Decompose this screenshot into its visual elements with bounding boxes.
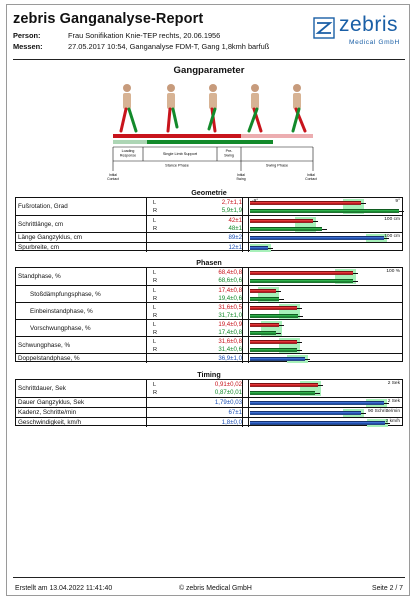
- parameter-table: [15, 267, 403, 362]
- parameter-label: Schrittdauer, Sek: [18, 384, 66, 392]
- parameter-value: 17,4±0,8: [218, 329, 242, 336]
- gait-cycle-figure: [105, 83, 319, 183]
- value-bar: [250, 279, 353, 283]
- table-row: [16, 407, 402, 417]
- right-swing-bar: [113, 140, 147, 144]
- parameter-label: Dauer Gangzyklus, Sek: [18, 399, 85, 406]
- error-bar: [353, 273, 358, 274]
- error-bar: [297, 308, 302, 309]
- parameter-value: 68,6±0,6: [218, 277, 242, 284]
- person-value: Frau Sonifikation Knie-TEP rechts, 20.06.1956: [68, 31, 221, 40]
- parameter-label: Stoßdämpfungsphase, %: [30, 290, 101, 298]
- side-label: R: [153, 295, 158, 302]
- error-bar: [322, 229, 327, 230]
- parameter-value: 17,4±0,8: [218, 287, 242, 294]
- table-row: [16, 353, 402, 363]
- table-row: [16, 268, 402, 285]
- right-stance-bar: [147, 140, 273, 144]
- scale-max-label: 2 Sek: [387, 399, 400, 404]
- error-bar: [279, 325, 284, 326]
- single-limb-label: Single Limb Support: [162, 152, 198, 156]
- error-bar: [399, 211, 404, 212]
- loading-label: Loading: [121, 149, 135, 153]
- parameter-value: 1,8±0,0: [221, 419, 242, 426]
- side-label: L: [153, 381, 157, 388]
- value-bar: [250, 297, 279, 301]
- pre-swing-label-2: Swing: [224, 153, 234, 158]
- value-bar: [250, 236, 384, 240]
- value-bar: [250, 411, 361, 415]
- value-bar: [250, 421, 385, 425]
- measured-value: 27.05.2017 10:54, Ganganalyse FDM-T, Gang 1,8kmh barfuß: [68, 42, 270, 51]
- error-bar: [298, 316, 303, 317]
- table-title: Geometrie: [191, 188, 227, 197]
- parameter-table: [15, 197, 403, 251]
- table-row: [16, 319, 402, 336]
- initial-contact-label-2: Contact: [107, 177, 119, 181]
- error-bar: [361, 203, 366, 204]
- scale-min-label: -9°: [252, 199, 259, 204]
- person-line: [13, 31, 220, 40]
- parameter-value: 1,79±0,03: [214, 399, 242, 406]
- report-header: [13, 11, 405, 59]
- scale-max-label: 2 Sek: [387, 381, 400, 386]
- person-label: Person:: [13, 31, 41, 40]
- table-row: [16, 397, 402, 407]
- error-bar: [313, 221, 318, 222]
- parameter-label: Fußrotation, Grad: [18, 202, 68, 210]
- table-row: [16, 198, 402, 215]
- parameter-value: 36,9±1,0: [218, 355, 242, 362]
- parameter-value: 12±1: [228, 244, 242, 251]
- parameter-value: 67±1: [228, 409, 242, 416]
- parameter-label: Schwungphase, %: [18, 341, 71, 349]
- error-bar: [315, 393, 320, 394]
- parameter-label: Doppelstandphase, %: [18, 355, 80, 362]
- error-bar: [297, 350, 302, 351]
- value-bar: [250, 348, 297, 352]
- table-title: Phasen: [196, 258, 222, 267]
- side-label: L: [153, 338, 157, 345]
- table-row: [16, 242, 402, 252]
- table-row: [16, 417, 402, 427]
- initial-contact-end-label-2: Contact: [305, 177, 317, 181]
- scale-max-label: 100 cm: [384, 217, 400, 222]
- table-row: [16, 285, 402, 302]
- value-bar: [250, 340, 297, 344]
- value-bar: [250, 331, 276, 335]
- parameter-value: 42±1: [228, 217, 242, 224]
- parameter-value: 89±2: [228, 234, 242, 241]
- parameter-value: 31,4±0,6: [218, 346, 242, 353]
- value-bar: [250, 227, 322, 231]
- side-label: L: [153, 217, 157, 224]
- error-bar: [276, 291, 281, 292]
- header-divider: [13, 59, 405, 60]
- walking-figures: [121, 84, 305, 131]
- parameter-value: 2,7±1,1: [221, 199, 242, 206]
- parameter-value: 19,4±0,6: [218, 295, 242, 302]
- initial-contact-end-label: Initial: [307, 173, 315, 177]
- side-label: R: [153, 312, 158, 319]
- error-bar: [318, 385, 323, 386]
- table-row: [16, 232, 402, 242]
- table-title: Timing: [197, 370, 221, 379]
- table-row: [16, 215, 402, 232]
- zebris-logo: [313, 13, 405, 51]
- swing-phase-label: Swing Phase: [265, 163, 289, 168]
- report-page: [6, 4, 410, 596]
- error-bar: [297, 342, 302, 343]
- logo-word: zebris: [339, 13, 399, 36]
- value-bar: [250, 323, 279, 327]
- side-label: R: [153, 389, 158, 396]
- parameter-value: 5,9±1,9: [221, 207, 242, 214]
- side-label: L: [153, 321, 157, 328]
- stance-phase-label: Stance Phase: [165, 163, 189, 168]
- side-label: R: [153, 346, 158, 353]
- side-label: L: [153, 287, 157, 294]
- side-label: R: [153, 329, 158, 336]
- parameter-label: Standphase, %: [18, 272, 61, 280]
- value-bar: [250, 401, 384, 405]
- scale-max-label: 100 cm: [384, 234, 400, 239]
- table-row: [16, 302, 402, 319]
- scale-max-label: 9°: [395, 199, 400, 204]
- value-bar: [250, 357, 305, 361]
- side-label: R: [153, 207, 158, 214]
- parameter-value: 31,6±0,8: [218, 338, 242, 345]
- value-bar: [250, 314, 298, 318]
- initial-swing-label-2: Swing: [236, 177, 246, 181]
- table-row: [16, 336, 402, 353]
- logo-subtitle: Medical GmbH: [349, 39, 400, 46]
- measured-label: Messen:: [13, 42, 43, 51]
- value-bar: [250, 391, 315, 395]
- report-title: zebris Ganganalyse-Report: [13, 11, 204, 27]
- parameter-label: Einbeinstandphase, %: [30, 307, 93, 315]
- left-swing-bar: [241, 134, 313, 138]
- side-label: L: [153, 304, 157, 311]
- error-bar: [279, 299, 284, 300]
- parameter-value: 68,4±0,8: [218, 269, 242, 276]
- value-bar: [250, 201, 361, 205]
- loading-label-2: Response: [119, 153, 137, 158]
- value-bar: [250, 219, 313, 223]
- side-label: L: [153, 199, 157, 206]
- initial-contact-label: Initial: [109, 173, 117, 177]
- parameter-value: 48±1: [228, 225, 242, 232]
- parameter-value: 0,91±0,02: [214, 381, 242, 388]
- parameter-label: Länge Gangzyklus, cm: [18, 234, 83, 241]
- parameter-table: [15, 379, 403, 426]
- footer-divider: [13, 577, 405, 578]
- value-bar: [250, 246, 268, 250]
- parameter-value: 31,6±0,5: [218, 304, 242, 311]
- side-label: R: [153, 277, 158, 284]
- error-bar: [353, 281, 358, 282]
- error-bar: [276, 333, 281, 334]
- parameter-label: Kadenz, Schritte/min: [18, 409, 77, 416]
- parameter-label: Geschwindigkeit, km/h: [18, 419, 81, 426]
- value-bar: [250, 306, 297, 310]
- side-label: L: [153, 269, 157, 276]
- value-bar: [250, 383, 318, 387]
- error-bar: [305, 359, 310, 360]
- zebris-logo-icon: [313, 17, 335, 39]
- value-bar: [250, 289, 276, 293]
- page-number: Seite 2 / 7: [371, 585, 403, 592]
- parameter-value: 31,7±1,0: [218, 312, 242, 319]
- scale-max-label: 100 %: [386, 269, 400, 274]
- value-bar: [250, 209, 399, 213]
- parameter-value: 0,87±0,01: [214, 389, 242, 396]
- pre-swing-label: Pre-: [225, 149, 233, 153]
- scale-max-label: 90 Schritte/min: [368, 409, 400, 414]
- initial-swing-label: Initial: [237, 173, 245, 177]
- parameter-value: 19,4±0,9: [218, 321, 242, 328]
- scale-max-label: 2 km/h: [385, 419, 400, 424]
- parameter-label: Vorschwungphase, %: [30, 324, 91, 332]
- value-bar: [250, 271, 353, 275]
- parameter-label: Spurbreite, cm: [18, 244, 59, 251]
- error-bar: [361, 413, 366, 414]
- side-label: R: [153, 225, 158, 232]
- copyright: © zebris Medical GmbH: [179, 585, 252, 592]
- created-date: Erstellt am 13.04.2022 11:41:40: [15, 585, 113, 592]
- table-row: [16, 380, 402, 397]
- section-title: Gangparameter: [173, 65, 245, 76]
- parameter-label: Schrittlänge, cm: [18, 220, 64, 228]
- error-bar: [268, 248, 273, 249]
- left-stance-bar: [113, 134, 241, 138]
- measured-line: [13, 42, 269, 51]
